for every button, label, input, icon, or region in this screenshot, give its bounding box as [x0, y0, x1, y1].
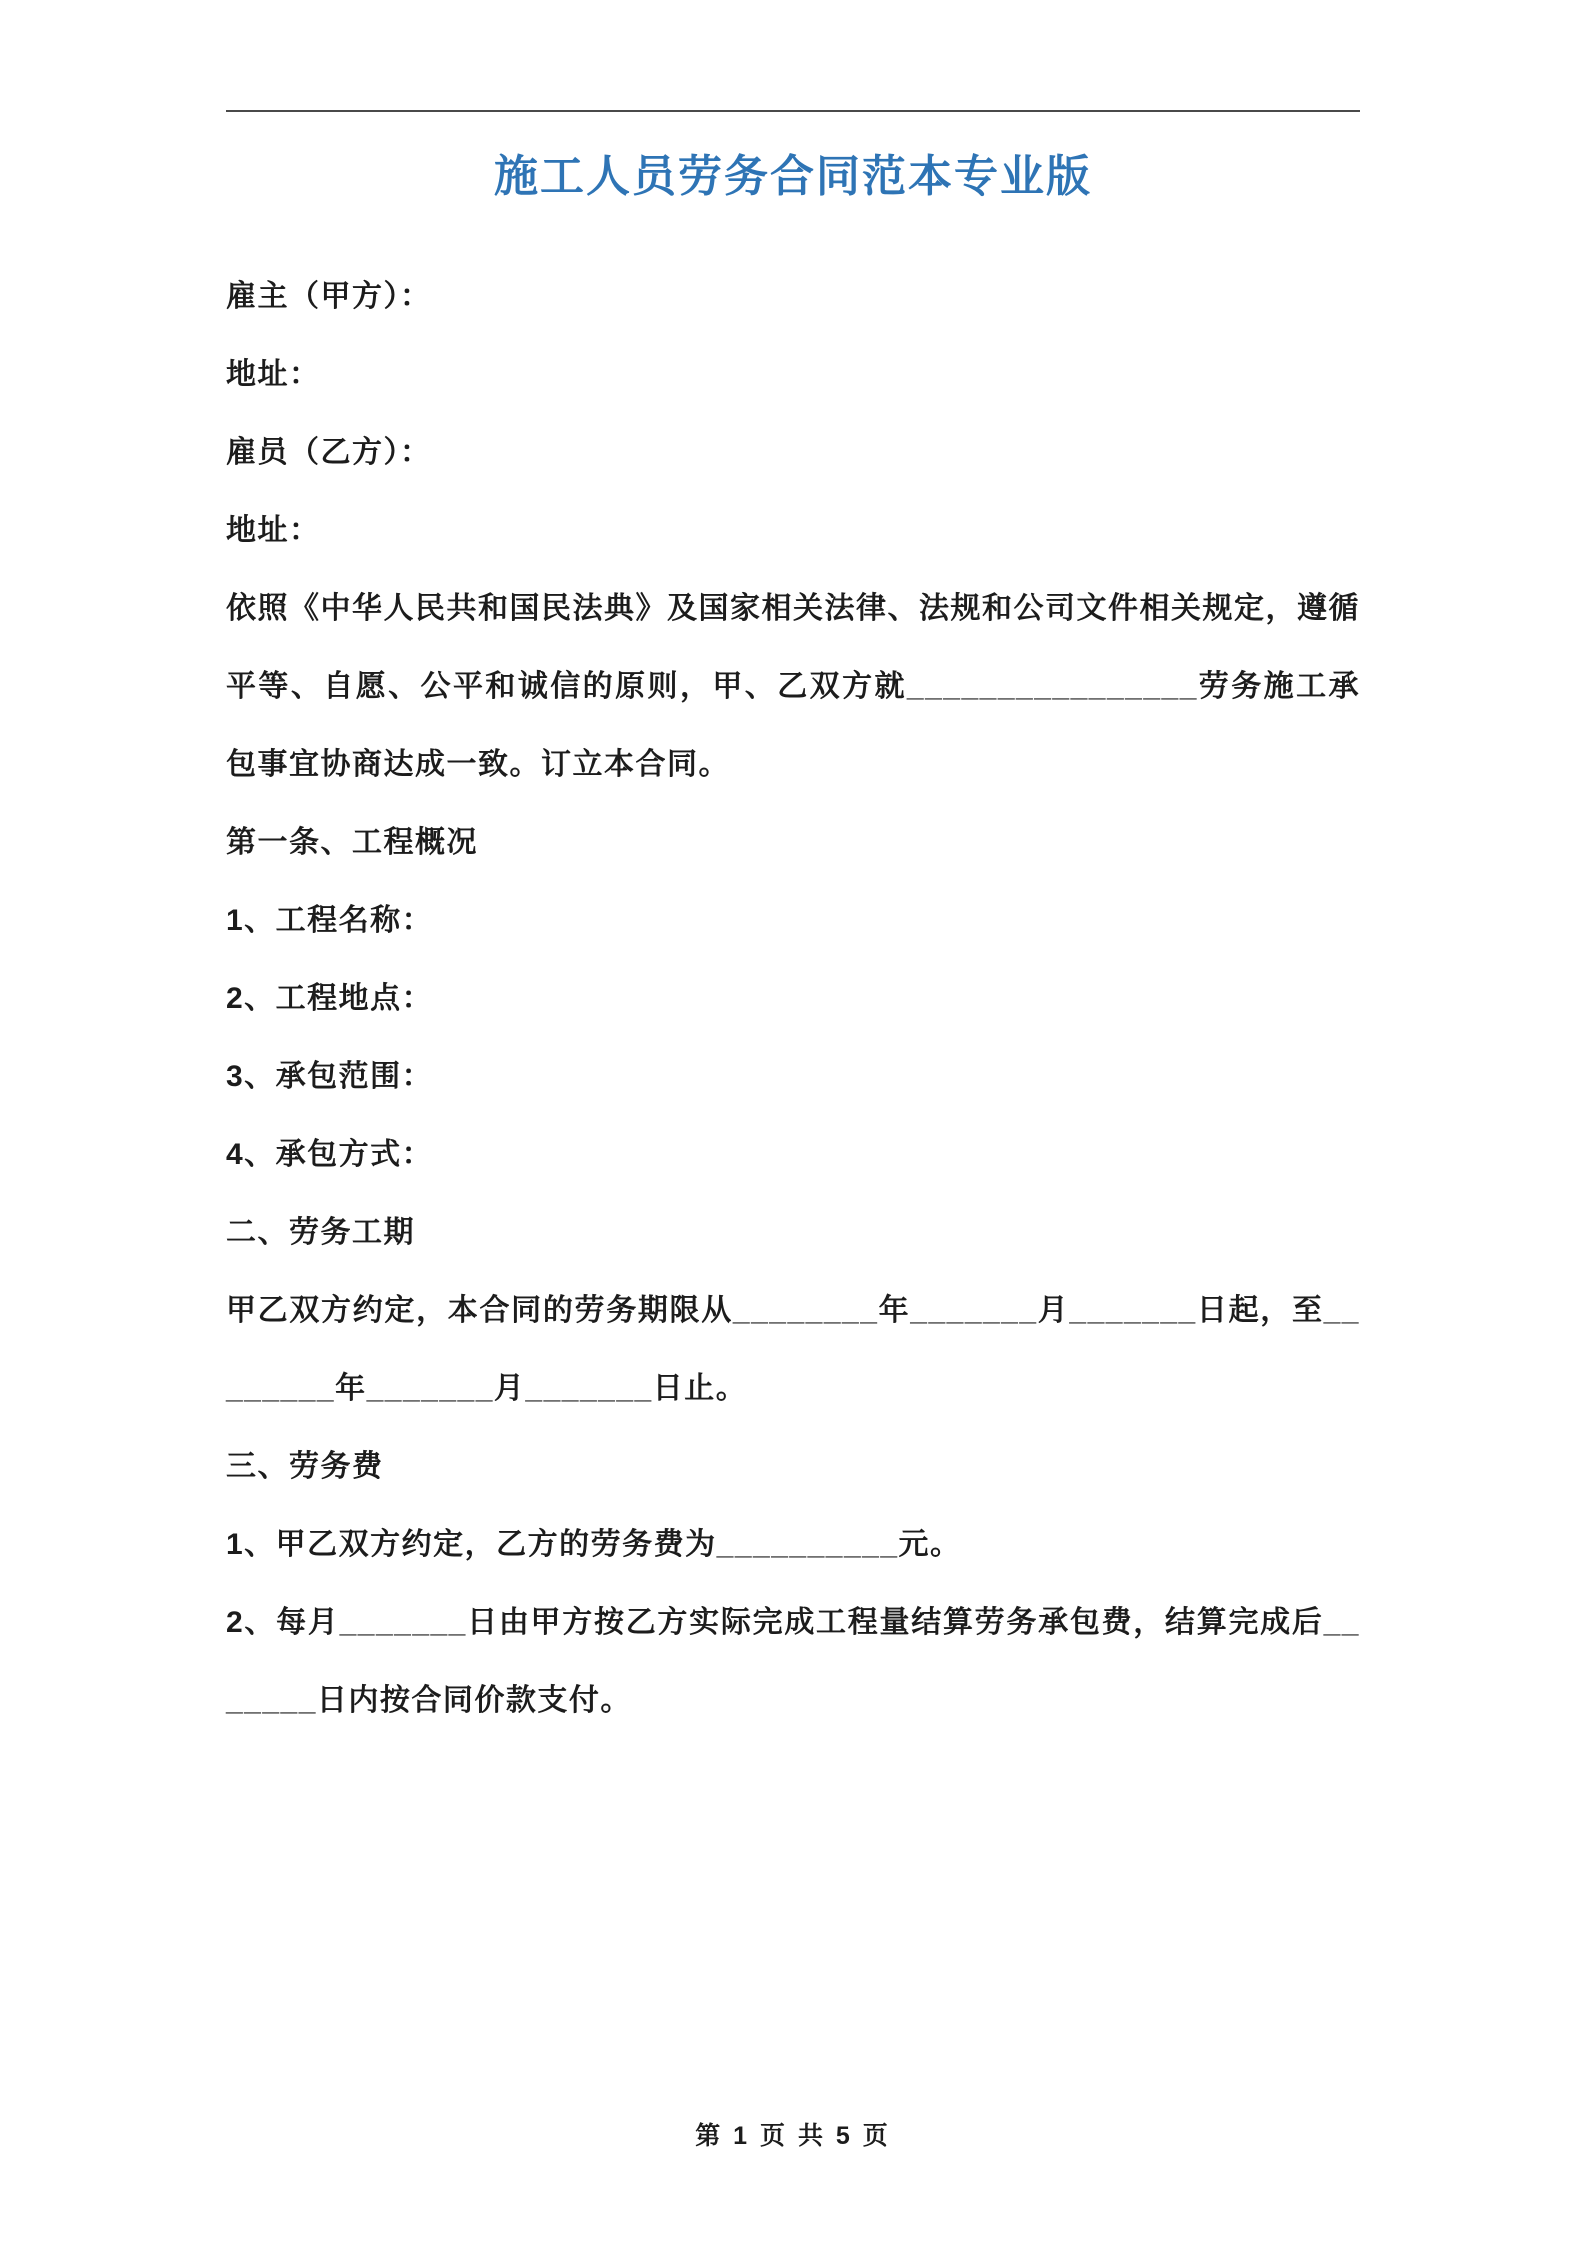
heading-article-2: 二、劳务工期 — [226, 1216, 415, 1249]
heading-article-3: 三、劳务费 — [226, 1450, 384, 1483]
paragraph-payment-terms: 2、每月_______日由甲方按乙方实际完成工程量结算劳务承包费，结算完成后_______日内按合同价款支付。 — [226, 1606, 1360, 1717]
document-body — [226, 258, 1360, 1740]
paragraph-employee-address: 地址： — [226, 514, 321, 547]
paragraph-contract-scope: 3、承包范围： — [226, 1060, 434, 1093]
header-divider — [226, 110, 1360, 112]
paragraph-contract-method: 4、承包方式： — [226, 1138, 434, 1171]
paragraph-project-name: 1、工程名称： — [226, 904, 434, 937]
document-title: 施工人员劳务合同范本专业版 — [494, 152, 1092, 201]
paragraph-employer: 雇主（甲方）： — [226, 280, 432, 313]
paragraph-project-location: 2、工程地点： — [226, 982, 434, 1015]
paragraph-preamble: 依照《中华人民共和国民法典》及国家相关法律、法规和公司文件相关规定，遵循平等、自愿、公平和诚信的原则，甲、乙双方就________________劳务施工承包事宜协商达成一致。订立本合同。 — [226, 592, 1360, 781]
paragraph-employee: 雇员（乙方）： — [226, 436, 432, 469]
heading-article-1: 第一条、工程概况 — [226, 826, 478, 859]
paragraph-labor-fee: 1、甲乙双方约定，乙方的劳务费为__________元。 — [226, 1528, 962, 1561]
page-number-footer: 第 1 页 共 5 页 — [695, 2122, 891, 2150]
paragraph-labor-period: 甲乙双方约定，本合同的劳务期限从________年_______月_______日起，至________年_______月_______日止。 — [226, 1294, 1360, 1405]
paragraph-employer-address: 地址： — [226, 358, 321, 391]
